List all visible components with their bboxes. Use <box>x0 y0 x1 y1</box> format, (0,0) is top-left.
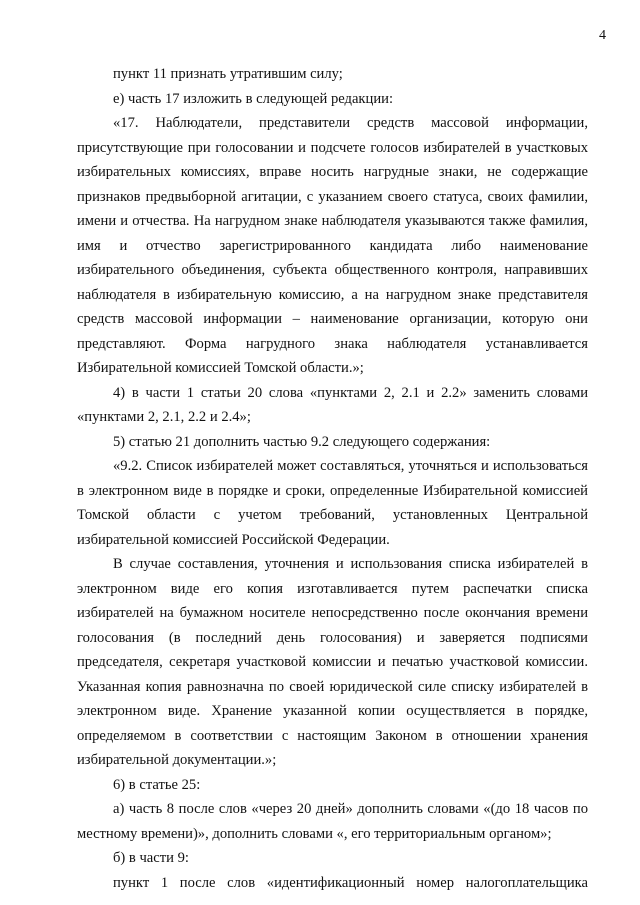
paragraph: е) часть 17 изложить в следующей редакции: <box>113 90 394 107</box>
paragraph: б) в части 9: <box>113 850 189 866</box>
paragraph: пункт 1 после слов «идентификационный номер налогоплательщика <box>113 874 588 891</box>
paragraph: 5) статью 21 дополнить частью 9.2 следующего содержания: <box>113 433 491 450</box>
paragraph: «17. Наблюдатели, представители средств массовой информации, присутствующие при голосовании и подсчете голосов избирателей в участковых избирательных комиссиях, вправе носить нагрудные знаки, не содержащие признаков предвыборной агитации, с указанием своего статуса, своих фамилии, имени и отчества. На нагрудном знаке наблюдателя указываются также фамилия, имя и отчество зарегистрированного кандидата либо наименование избирательного объединения, субъекта общественного контроля, направивших наблюдателя в избирательную комиссию, а на нагрудном знаке представителя средств массовой информации – наименование организации, которую они представляют. Форма нагрудного знака наблюдателя устанавливается Избирательной комиссией Томской области.»; <box>77 115 588 376</box>
document-body <box>77 62 588 895</box>
paragraph: «9.2. Список избирателей может составляться, уточняться и использоваться в электронном виде в порядке и сроки, определенные Избирательной комиссией Томской области с учетом требований, установленных Центральной избирательной комиссией Российской Федерации. <box>77 458 588 548</box>
paragraph: В случае составления, уточнения и использования списка избирателей в электронном виде его копия изготавливается путем распечатки списка избирателей на бумажном носителе непосредственно после окончания времени голосования (в последний день голосования) и заверяется подписями председателя, секретаря участковой комиссии и печатью участковой комиссии. Указанная копия равнозначна по своей юридической силе списку избирателей в электронном виде. Хранение указанной копии осуществляется в порядке, определяемом в соответствии с настоящим Законом в отношении хранения избирательной документации.»; <box>77 556 588 768</box>
page-number: 4 <box>599 28 606 43</box>
paragraph: 6) в статье 25: <box>113 776 201 793</box>
paragraph: а) часть 8 после слов «через 20 дней» дополнить словами «(до 18 часов по местному времени)», дополнить словами «, его территориальным органом»; <box>77 801 588 842</box>
paragraph: 4) в части 1 статьи 20 слова «пунктами 2, 2.1 и 2.2» заменить словами «пунктами 2, 2.1, 2.2 и 2.4»; <box>77 384 588 425</box>
paragraph: пункт 11 признать утратившим силу; <box>113 66 343 82</box>
